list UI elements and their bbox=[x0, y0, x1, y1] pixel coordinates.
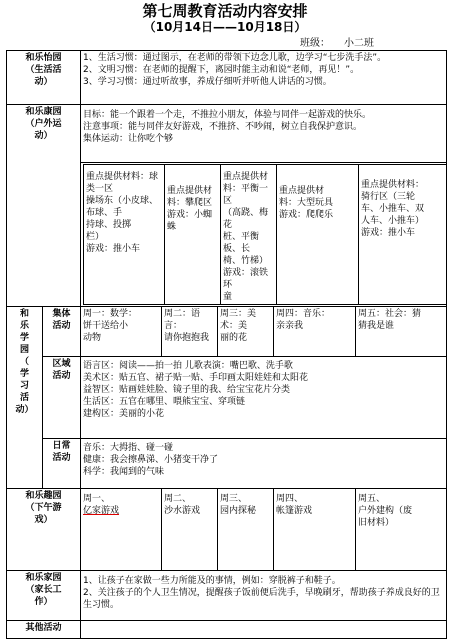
fun-day-1: 周一、 亿家游戏 bbox=[81, 489, 162, 571]
fun-day-5: 周五、 户外建构（废 旧材料） bbox=[356, 489, 447, 571]
family-row bbox=[7, 571, 447, 621]
date-range: （10月14日——10月18日） bbox=[143, 20, 307, 34]
sports-goal bbox=[81, 105, 447, 163]
fun-day-2: 周二、 沙水游戏 bbox=[162, 489, 218, 571]
page-title: 第七周教育活动内容安排 bbox=[142, 2, 308, 20]
fun-day-3: 周三、 园内探秘 bbox=[218, 489, 274, 571]
area-label: 区域 活动 bbox=[43, 357, 81, 439]
life-line: 2、文明习惯：在老师的提醒下，离园时能主动和说“老师，再见！”。 bbox=[83, 65, 360, 75]
collective-day-3: 周三：美术：美 丽的花 bbox=[218, 307, 274, 357]
sports-goal-row bbox=[7, 105, 447, 163]
sports-area-2: 重点提供材 料：攀爬区 游戏：小蜘 蛛 bbox=[165, 165, 221, 305]
class-info bbox=[300, 38, 374, 50]
collective-day-4: 周四：音乐： 亲亲我 bbox=[274, 307, 356, 357]
daily-label: 日常 活动 bbox=[43, 439, 81, 489]
sports-notice: 注意事项：能与同伴友好游戏，不推挤、不吵闹，树立自我保护意识。 bbox=[83, 122, 363, 132]
collective-day-5: 周五：社会：猜 猜我是谁 bbox=[356, 307, 447, 357]
study-collective-row bbox=[7, 307, 447, 357]
sports-materials bbox=[81, 163, 447, 307]
class-value: 小二班 bbox=[344, 38, 374, 49]
sports-label: 和乐康园 （户外运 动） bbox=[7, 105, 81, 307]
family-line: 2、关注孩子的个人卫生情况，提醒孩子饭前便后洗手，早晚刷牙，帮助孩子养成良好的卫生习惯。 bbox=[83, 588, 440, 610]
area-line: 建构区：美丽的小花 bbox=[83, 409, 165, 419]
life-line: 3、学习习惯：通过听故事，养成仔细听并听他人讲话的习惯。 bbox=[83, 77, 332, 87]
class-label: 班级： bbox=[300, 38, 330, 49]
family-label: 和乐家园 （家长工 作） bbox=[7, 571, 81, 621]
study-label: 和 乐 学 园 （ 学 习 活 动） bbox=[7, 307, 43, 489]
other-row bbox=[7, 621, 447, 639]
other-label: 其他活动 bbox=[7, 621, 81, 639]
fun-row bbox=[7, 489, 447, 571]
other-content bbox=[81, 621, 447, 639]
life-row bbox=[7, 51, 447, 105]
area-line: 美术区：贴五官、裙子贴一贴、手印画太阳娃娃和太阳花 bbox=[83, 373, 309, 383]
sports-area-5: 重点提供材料： 骑行区（三轮 车、小推车、双 人车、小推车） 游戏：推小车 bbox=[359, 165, 447, 305]
sports-area-3: 重点提供材 料：平衡一区 （高跷、梅花 桩、平衡板、长 椅、竹梯） 游戏：滚铁环 童 bbox=[221, 165, 277, 305]
life-label: 和乐怡园 （生活活 动） bbox=[7, 51, 81, 105]
collective-day-1: 周一：数学： 饼干送给小 动物 bbox=[81, 307, 162, 357]
daily-line: 健康：我会擦鼻涕、小猪变干净了 bbox=[83, 455, 219, 465]
area-line: 益智区：贴画娃娃脸、镜子里的我、给宝宝花片分类 bbox=[83, 385, 291, 395]
daily-line: 科学：我闻到的气味 bbox=[83, 467, 165, 477]
sports-area-4: 重点提供材 料：大型玩具 游戏：爬爬乐 bbox=[277, 165, 359, 305]
collective-day-2: 周二：语言： 请你抱抱我 bbox=[162, 307, 218, 357]
study-daily-row bbox=[7, 439, 447, 489]
sports-group: 集体运动：让你吃个够 bbox=[83, 134, 174, 144]
life-line: 1、生活习惯：通过图示，在老师的带领下边念儿歌，边学习“七步洗手法”。 bbox=[83, 53, 387, 63]
family-content bbox=[81, 571, 447, 621]
sports-goal-text: 目标：能一个跟着一个走，不推拉小朋友，体验与同伴一起游戏的快乐。 bbox=[83, 110, 372, 120]
fun-label: 和乐趣园 （下午游 戏） bbox=[7, 489, 81, 571]
daily-line: 音乐：大拇指、碰一碰 bbox=[83, 443, 174, 453]
area-line: 生活区：五官在哪里、喂熊宝宝、穿项链 bbox=[83, 397, 246, 407]
schedule-table bbox=[6, 50, 447, 639]
area-line: 语言区：阅读——拍一拍 儿歌表演：嘴巴歌、洗手歌 bbox=[83, 361, 293, 371]
life-content bbox=[81, 51, 447, 105]
area-content bbox=[81, 357, 447, 439]
family-line: 1、让孩子在家做一些力所能及的事情，例如：穿脱裤子和鞋子。 bbox=[83, 576, 341, 586]
fun-day-4: 周四、 帐篷游戏 bbox=[274, 489, 356, 571]
collective-label: 集体 活动 bbox=[43, 307, 81, 357]
sports-area-1: 重点提供材料：球类一区 操场东（小皮球、布球、手 持球、投掷 栏） 游戏：推小车 bbox=[84, 165, 165, 305]
study-area-row bbox=[7, 357, 447, 439]
daily-content bbox=[81, 439, 447, 489]
sports-materials-grid bbox=[83, 164, 447, 305]
